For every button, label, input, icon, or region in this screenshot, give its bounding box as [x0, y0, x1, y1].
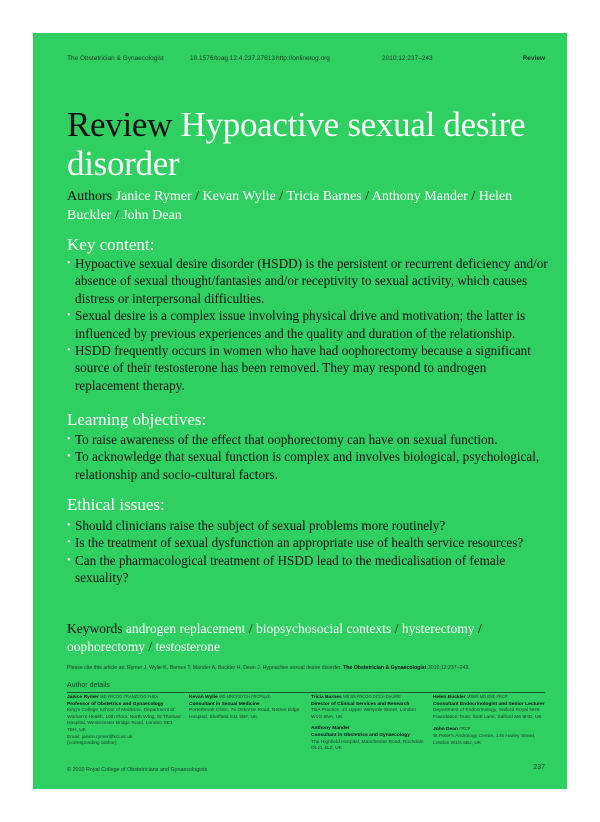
author-details-column	[67, 694, 183, 753]
author-email[interactable]: Email: janice.rymer@kcl.ac.uk	[67, 734, 133, 740]
journal-url[interactable]: http://onlinetog.org	[276, 55, 330, 62]
author-name-line: Anthony Mander	[311, 726, 350, 732]
list-item: • Should clinicians raise the subject of sexual problems more routinely?	[67, 517, 549, 534]
list-item: • Is the treatment of sexual dysfunction an appropriate use of health service resources?	[67, 534, 549, 551]
title-main: Hypoactive sexual desire disorder	[67, 105, 526, 183]
author-details-column	[311, 694, 427, 758]
author-name-line: Helen Buckler MBBS MD BSE FRCP	[433, 694, 508, 700]
citation-prefix: Please cite this article as: Rymer J, Wylie K, Barnes T, Mander A, Buckler H, Dean J. Hypoactive sexual desire disorder.	[67, 665, 342, 671]
divider	[67, 692, 545, 693]
author-details-label: Author details	[67, 682, 110, 689]
author-name: Helen Buckler	[67, 189, 513, 223]
title-lead: Review	[67, 105, 173, 144]
authors-label: Authors	[67, 189, 113, 204]
key-content-heading: Key content:	[67, 235, 155, 254]
author-role: Consultant in Sexual Medicine	[189, 701, 260, 707]
keyword: testosterone	[155, 639, 220, 654]
author-name: Kevan Wylie	[202, 189, 276, 204]
author-name-line: Kevan Wylie MD MRCPSYCH FRCPsych	[189, 694, 271, 700]
learning-objectives-heading: Learning objectives:	[67, 410, 207, 429]
running-header	[67, 55, 545, 67]
ethical-issues-list	[67, 517, 549, 587]
citation-journal: The Obstetrician & Gynaecologist	[343, 665, 427, 671]
author-name: John Dean	[122, 208, 182, 223]
keyword: androgen replacement	[125, 621, 246, 636]
author-details-column	[189, 694, 305, 726]
author-name-line: Tricia Barnes MB BS FRCOG DCCH DIASRE	[311, 694, 401, 700]
author-details-column	[433, 694, 549, 752]
corresponding-note: (corresponding author)	[67, 741, 117, 747]
keywords: Keywords androgen replacement / biopsychosocial contexts / hysterectomy / oophorectomy / testosterone	[67, 621, 482, 654]
doi: 10.1576/toag.12.4.237.27613	[190, 55, 275, 62]
page-number: 237	[533, 764, 545, 771]
list-item: • Sexual desire is a complex issue involving physical drive and motivation; the latter is influenced by previous experiences and the quality and duration of the relationship.	[67, 307, 549, 342]
list-item: • HSDD frequently occurs in women who have had oophorectomy because a significant source of their testosterone has been removed. They may respond to androgen replacement therapy.	[67, 342, 549, 394]
keyword: biopsychosocial contexts	[255, 621, 392, 636]
citation-suffix: 2010;12:237–243.	[427, 665, 470, 671]
citation-line	[67, 665, 547, 671]
article-page	[33, 33, 567, 789]
list-item: • Hypoactive sexual desire disorder (HSDD) is the persistent or recurrent deficiency and/or absence of sexual thought/fantasies and/or receptivity to sexual activity, which causes distress or interpersonal difficulties.	[67, 255, 549, 307]
ethical-issues-heading: Ethical issues:	[67, 495, 165, 514]
page-footer	[67, 764, 545, 773]
keyword: oophorectomy	[67, 639, 145, 654]
section-label: Review	[522, 55, 545, 62]
copyright: © 2010 Royal College of Obstetricians and Gynaecologists	[67, 767, 208, 773]
author-address: TBA Practice, 21 Upper Wimpole Street, London W1G 6NA, UK	[311, 708, 416, 720]
author-name-line: John Dean FRCP	[433, 726, 471, 733]
author-list: Authors Janice Rymer / Kevan Wylie / Tricia Barnes / Anthony Mander / Helen Buckler / John Dean	[67, 189, 513, 223]
keyword: hysterectomy	[401, 621, 475, 636]
learning-objectives-list	[67, 431, 549, 483]
volume-pages: 2010;12:237–243	[382, 55, 433, 62]
author-role: Director of Clinical Services and Research	[311, 701, 410, 707]
list-item: • Can the pharmacological treatment of HSDD lead to the medicalisation of female sexuality?	[67, 552, 549, 587]
key-content-list	[67, 255, 549, 394]
author-role: Consultant Endocrinologist and Senior Lecturer	[433, 701, 545, 707]
author-role: Consultant in Obstetrics and Gynaecology	[311, 732, 410, 738]
article-title	[67, 105, 547, 183]
list-item: • To raise awareness of the effect that oophorectomy can have on sexual function.	[67, 431, 549, 448]
journal-name: The Obstetrician & Gynaecologist	[67, 55, 164, 62]
list-item: • To acknowledge that sexual function is complex and involves biological, psychological, relationship and socio-cultural factors.	[67, 448, 549, 483]
author-name: Janice Rymer	[115, 189, 192, 204]
author-address: St Peter's Andrology Centre, 145 Harley Street, London W1G 6BJ, UK	[433, 733, 536, 746]
author-name-line: Janice Rymer MD FRCOG FRANZCOG FHEA	[67, 694, 159, 700]
author-name: Tricia Barnes	[286, 189, 362, 204]
author-name: Anthony Mander	[371, 189, 468, 204]
keywords-label: Keywords	[67, 621, 123, 636]
author-address: King's College School of Medicine, Department of Women's Health, 10th Floor, North Wing, St Thomas' Hospital, Westminster Bridge Road, London SE1 7EH, UK	[67, 708, 182, 733]
author-address: Department of Endocrinology, Salford Royal NHS Foundation Trust, Stott Lane, Salford M6 8HD, UK	[433, 708, 542, 720]
author-role: Professor of Obstetrics and Gynaecology	[67, 701, 164, 707]
author-address: Porterbrook Clinic, 75 Osborne Road, Nether Edge Hospital, Sheffield S11 9BF, UK	[189, 708, 300, 720]
author-address: The Highfield Hospital, Manchester Road, Rochdale OL11 4LZ, UK	[311, 739, 424, 752]
